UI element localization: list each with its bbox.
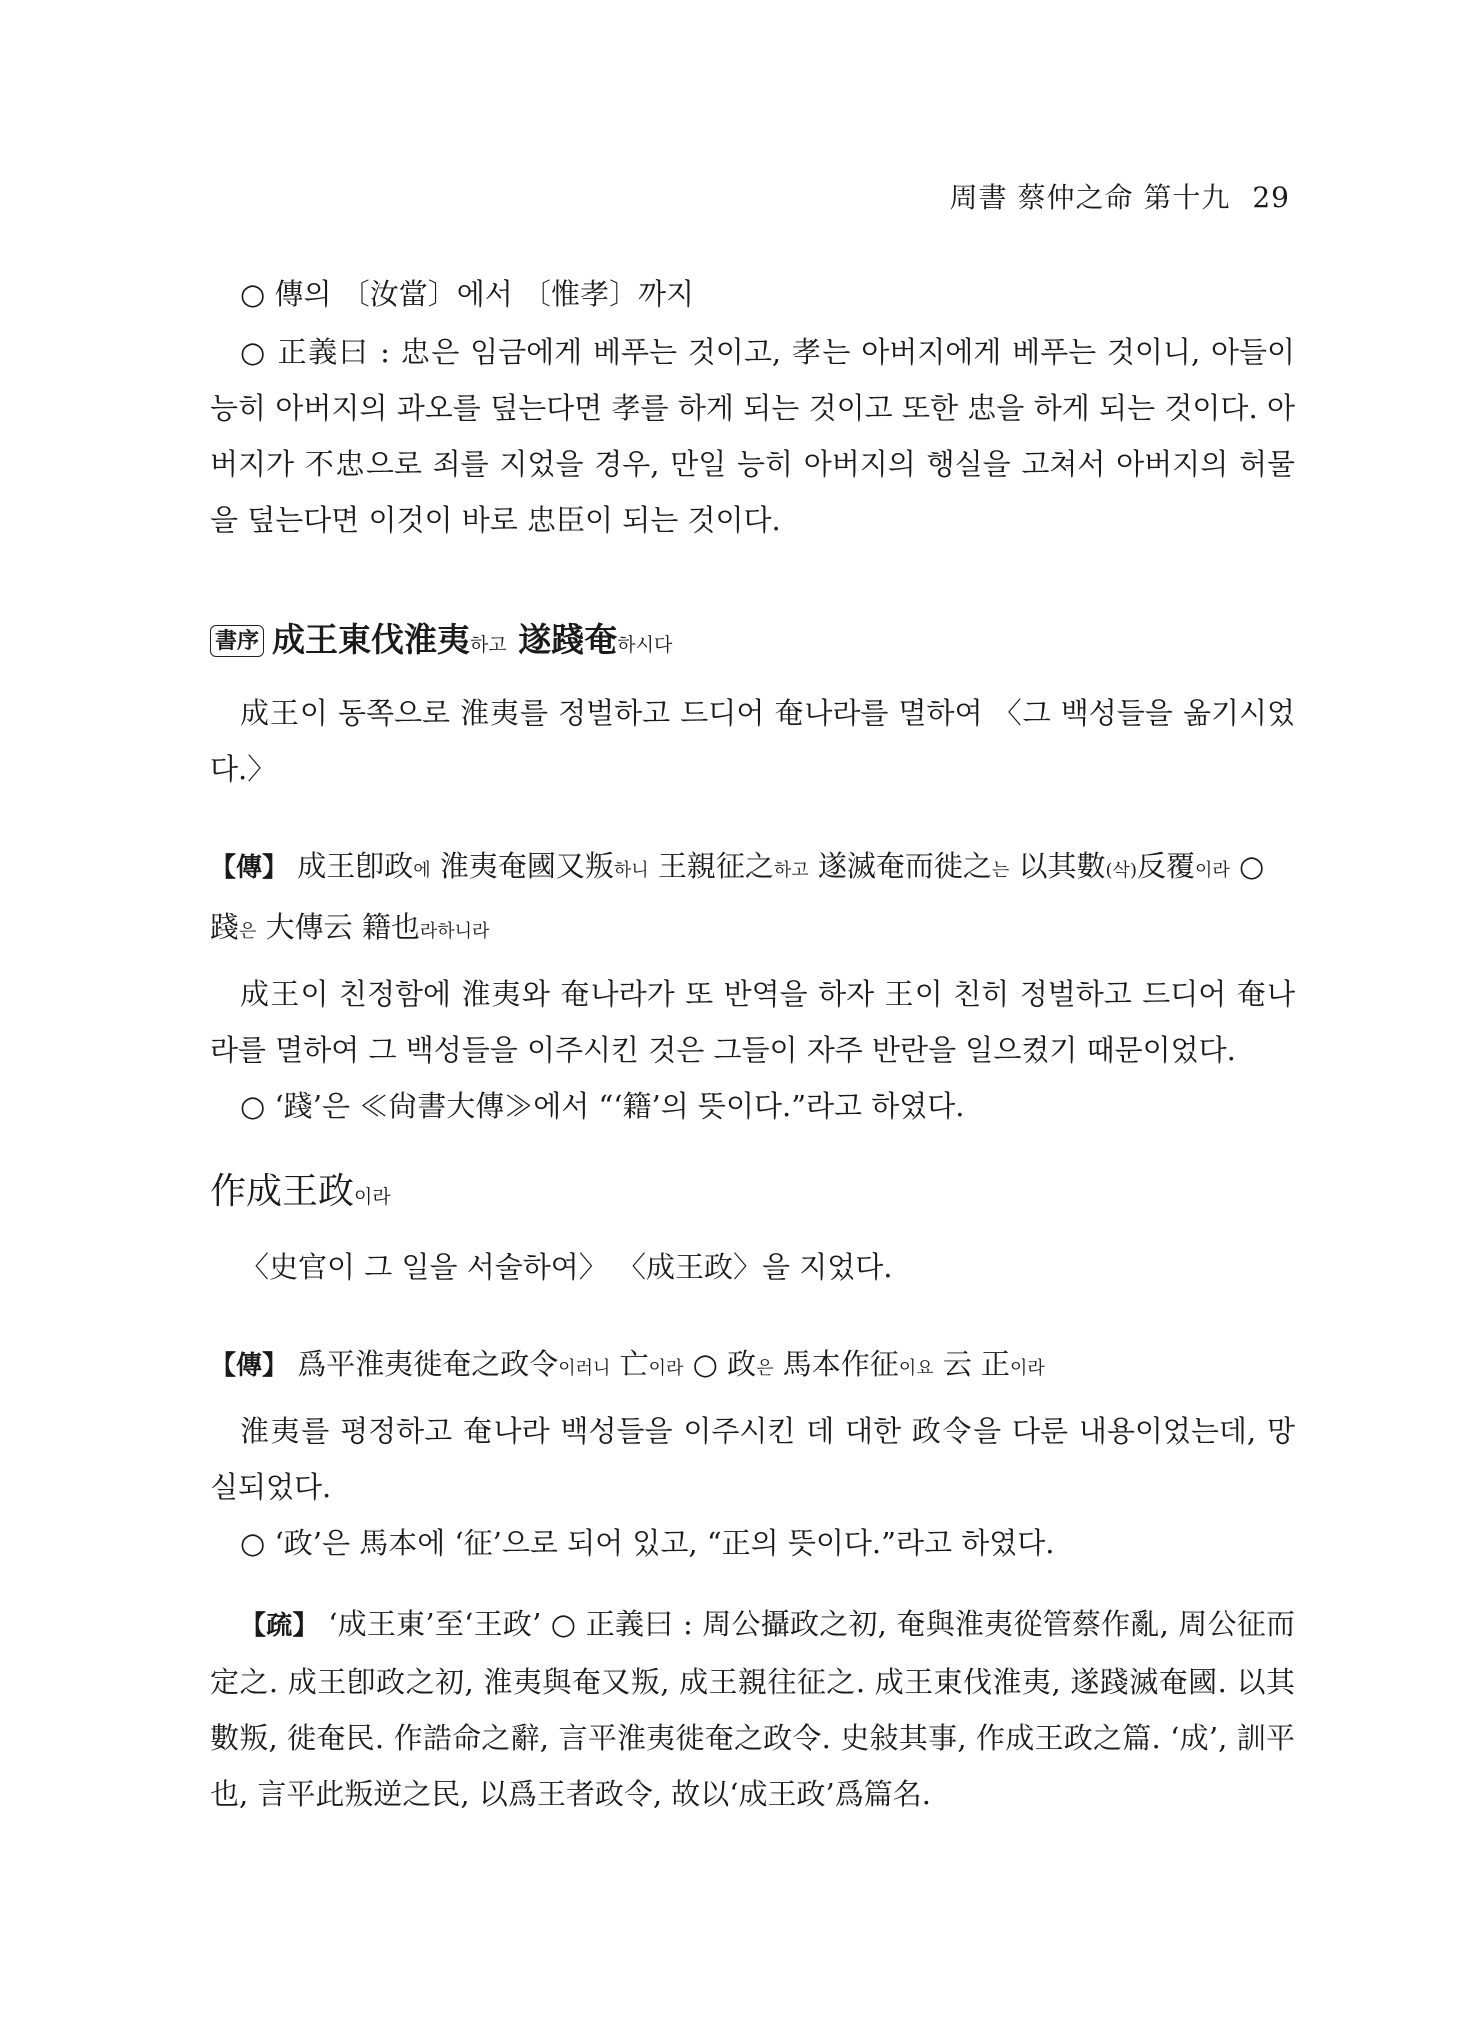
main-translation: 〈史官이 그 일을 서술하여〉 〈成王政〉을 지었다. <box>240 1250 893 1284</box>
zhuan-1-s6: 이라 <box>1194 860 1230 881</box>
shuxu-heading-a: 成王東伐淮夷 <box>272 620 471 659</box>
zhuan-2-s5: 이라 <box>1010 1358 1045 1379</box>
main-heading-text: 作成王政 <box>210 1171 355 1212</box>
zhuan-2-label: 【傳】 <box>210 1351 289 1381</box>
shuxu-heading <box>210 612 1295 673</box>
shuxu-translation: 成王이 동쪽으로 淮夷를 정벌하고 드디어 奄나라를 멸하여 〈그 백성들을 옮기시었다.〉 <box>210 696 1295 786</box>
main-heading <box>210 1164 1295 1225</box>
shuxu-tag: 書序 <box>210 625 264 657</box>
zhuan-1-s4: 는 <box>991 860 1010 881</box>
shu-text: ‘成王東’至‘王政’ ○ 正義曰 : 周公攝政之初, 奄與淮夷從管蔡作亂, 周公征而定之. 成王卽政之初, 淮夷與奄又叛, 成王親往征之. 成王東伐淮夷, 遂踐滅奄國. 以其數叛, 徙奄民. 作誥命之辭, 言平淮夷徙奄之政令. 史敍其事, 作成王政之篇. ‘成’, 訓平也, 言平此叛逆之民, 以爲王者政令, 故以‘成王政’爲篇名. <box>210 1607 1295 1811</box>
zhuan-1-label: 【傳】 <box>210 853 289 883</box>
zhuan-2-s1: 이러니 <box>558 1358 611 1379</box>
zhuan-2-t3: ○ 政 <box>692 1347 757 1381</box>
zhuan-1-t6: 反覆 <box>1136 849 1195 883</box>
zhuan-1-s5: (삭) <box>1105 860 1137 881</box>
zhuan-1-text <box>210 838 1295 960</box>
zhuan-2-t4: 馬本作征 <box>782 1347 899 1381</box>
section-zhuan-2 <box>210 1336 1295 1571</box>
zhuan-1-s1: 에 <box>413 860 431 881</box>
commentary-range-line: ○ 傳의 〔汝當〕에서 〔惟孝〕까지 <box>240 277 695 311</box>
zhuan-1-t8: 踐 <box>210 910 240 944</box>
main-heading-suffix: 이라 <box>354 1186 391 1208</box>
zhuan-1-s9: 라하니라 <box>419 921 490 942</box>
zhuan-2-text <box>210 1336 1295 1397</box>
shuxu-heading-b: 遂踐奄 <box>518 620 618 659</box>
running-head-title: 周書 蔡仲之命 第十九 <box>949 181 1231 214</box>
zhuan-1-t5: 以其數 <box>1018 849 1106 883</box>
section-shu <box>210 1596 1295 1822</box>
zhuan-2-s3: 은 <box>756 1358 774 1379</box>
zhuan-2-note: ○ ‘政’은 馬本에 ‘征’으로 되어 있고, “正의 뜻이다.”라고 하였다. <box>240 1526 1055 1560</box>
zhuan-2-t5: 云 正 <box>942 1347 1011 1381</box>
zhuan-1-t4: 遂滅奄而徙之 <box>817 849 992 883</box>
zhuan-1-t3: 王親征之 <box>657 849 774 883</box>
zhuan-1-note: ○ ‘踐’은 ≪尙書大傳≫에서 “‘籍’의 뜻이다.”라고 하였다. <box>240 1089 965 1123</box>
zhuan-1-t1: 成王卽政 <box>297 849 414 883</box>
zhuan-2-t2: 亡 <box>619 1347 649 1381</box>
zhuan-2-s4: 이요 <box>898 1358 934 1379</box>
zhuan-1-t9: 大傳云 籍也 <box>265 910 420 944</box>
running-head <box>950 176 1290 216</box>
section-main-text <box>210 1164 1295 1295</box>
section-commentary-1 <box>210 266 1295 548</box>
commentary-paragraph: ○ 正義曰 : 忠은 임금에게 베푸는 것이고, 孝는 아버지에게 베푸는 것이니, 아들이 능히 아버지의 과오를 덮는다면 孝를 하게 되는 것이고 또한 忠을 하게 되는 것이다. 아버지가 不忠으로 죄를 지었을 경우, 만일 능히 아버지의 행실을 고쳐서 아버지의 허물을 덮는다면 이것이 바로 忠臣이 되는 것이다. <box>210 335 1295 537</box>
zhuan-1-s8: 은 <box>239 921 257 942</box>
section-shuxu <box>210 612 1295 797</box>
zhuan-1-translation: 成王이 친정함에 淮夷와 奄나라가 또 반역을 하자 王이 친히 정벌하고 드디어 奄나라를 멸하여 그 백성들을 이주시킨 것은 그들이 자주 반란을 일으켰기 때문이었다. <box>210 977 1295 1067</box>
zhuan-1-t2: 淮夷奄國又叛 <box>439 849 614 883</box>
shuxu-heading-b-suffix: 하시다 <box>617 634 673 656</box>
zhuan-1-s3: 하고 <box>773 860 809 881</box>
section-zhuan-1 <box>210 838 1295 1134</box>
shuxu-heading-a-suffix: 하고 <box>470 634 507 656</box>
zhuan-2-t1: 爲平淮夷徙奄之政令 <box>297 1347 559 1381</box>
page-number: 29 <box>1252 181 1290 214</box>
zhuan-1-t7: ○ <box>1238 849 1265 883</box>
shu-label: 【疏】 <box>240 1611 319 1641</box>
zhuan-2-translation: 淮夷를 평정하고 奄나라 백성들을 이주시킨 데 대한 政令을 다룬 내용이었는데, 망실되었다. <box>210 1414 1295 1504</box>
zhuan-2-s2: 이라 <box>648 1358 684 1379</box>
zhuan-1-s2: 하니 <box>613 860 649 881</box>
shu-paragraph <box>210 1596 1295 1822</box>
